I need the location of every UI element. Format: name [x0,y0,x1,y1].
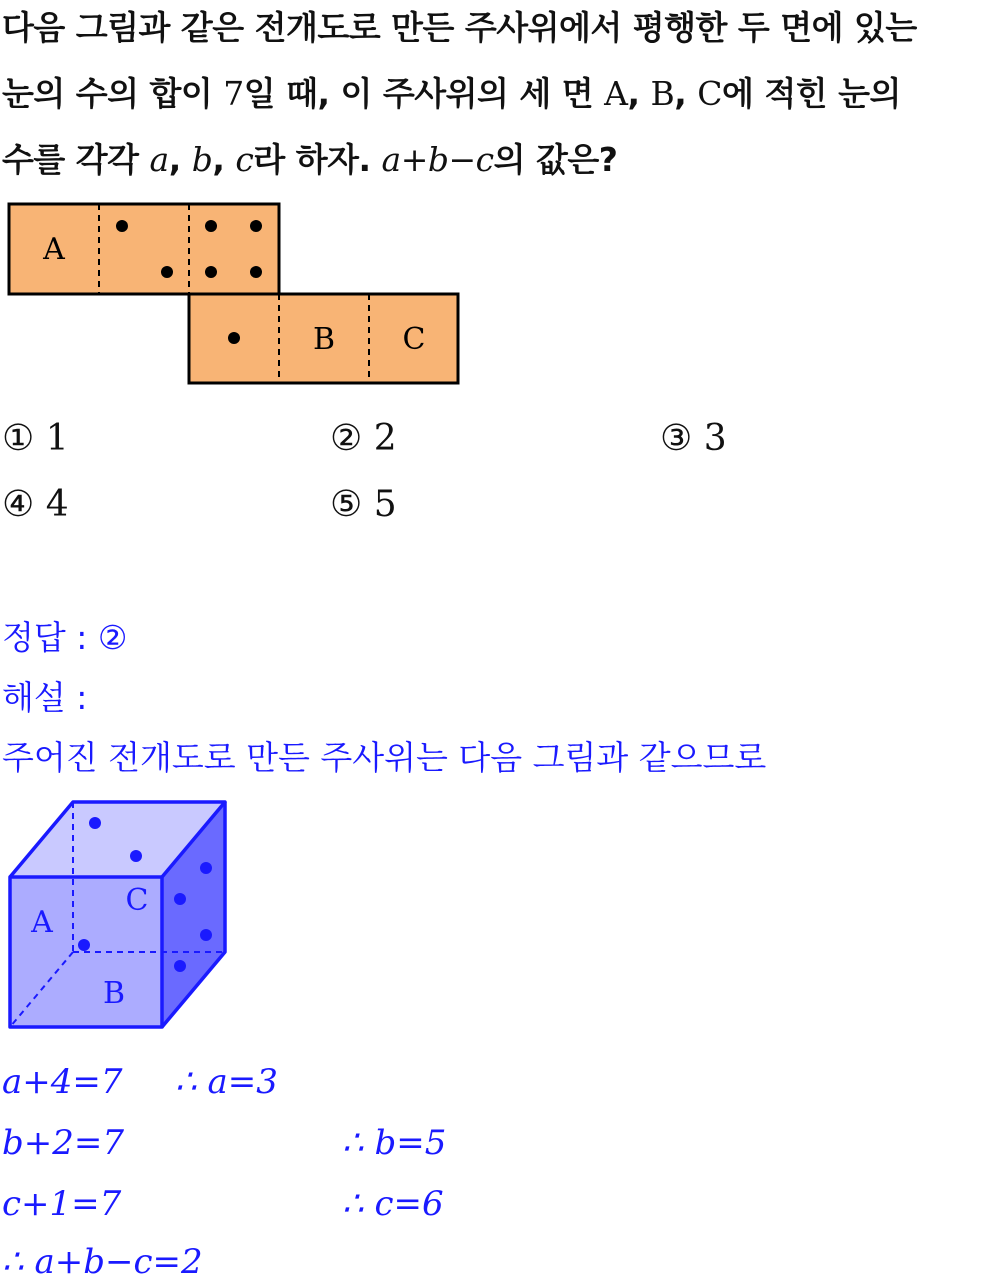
equation-c [2,1184,121,1224]
choice-marker: ③ [660,418,693,459]
pip [161,266,173,278]
question-text: 에 적힌 눈의 [722,74,901,113]
pip [116,220,128,232]
final-expression: ∴ a+b−c=2 [2,1242,203,1282]
question-text: 수를 각각 [2,140,150,179]
pip [78,939,90,951]
choice-5[interactable] [330,484,397,525]
net-label-B: B [312,322,336,357]
equation-b [2,1123,124,1163]
cube-figure [0,792,240,1037]
expression: a+b−c [381,140,494,179]
pip [205,220,217,232]
pip [174,893,186,905]
choice-marker: ⑤ [330,484,363,525]
choice-value: 1 [45,418,69,459]
pip [200,862,212,874]
question-line-3: 수를 각각 a, b, c라 하자. a+b−c의 값은? [2,140,618,179]
equation-right: ∴ c=6 [342,1184,444,1224]
equation-left: c+1=7 [2,1184,122,1224]
pip [89,817,101,829]
var-a: a [149,140,169,179]
dice-net-figure [0,195,470,390]
net-label-A: A [43,232,65,267]
choice-marker: ④ [2,484,35,525]
pip [130,850,142,862]
explanation-label: 해설 : [2,678,88,717]
choice-2[interactable] [330,418,397,459]
equation-a [2,1062,123,1102]
pip [250,220,262,232]
answer-label: 정답 : ② [2,618,128,657]
var-b: b [191,140,213,179]
net-label-C: C [402,322,426,357]
pip [174,960,186,972]
choice-value: 2 [373,418,397,459]
question-line-2: 눈의 수의 합이 7일 때, 이 주사위의 세 면 A, B, C에 적힌 눈의 [2,74,901,113]
face-label-A: A [604,74,628,113]
pip [200,929,212,941]
question-text: 라 하자. [253,140,382,179]
pip [228,332,240,344]
choice-marker: ② [330,418,363,459]
face-label-C: C [697,74,723,113]
question-text: 의 값은? [493,140,618,179]
cube-label-A: A [31,905,53,940]
choice-value: 5 [373,484,397,525]
choice-4[interactable] [2,484,69,525]
pip [205,266,217,278]
choice-value: 3 [703,418,727,459]
cube-label-C: C [125,883,149,918]
sum-number: 7 [223,74,244,113]
choice-3[interactable] [660,418,727,459]
result-c [342,1184,444,1224]
face-label-B: B [650,74,675,113]
equation-left: b+2=7 [2,1123,125,1163]
question-line-1: 다음 그림과 같은 전개도로 만든 주사위에서 평행한 두 면에 있는 [2,8,917,47]
explanation-text: 주어진 전개도로 만든 주사위는 다음 그림과 같으므로 [2,738,767,777]
equation-right: ∴ b=5 [342,1123,447,1163]
cube-label-B: B [102,976,126,1011]
choice-1[interactable] [2,418,69,459]
equation-right: ∴ a=3 [175,1062,278,1102]
choice-marker: ① [2,418,35,459]
choice-value: 4 [45,484,69,525]
question-text: 일 때, 이 주사위의 세 면 [243,74,605,113]
final-result [2,1242,203,1282]
question-text: 눈의 수의 합이 [2,74,224,113]
net-faces [9,204,458,383]
result-b [342,1123,446,1163]
pip [250,266,262,278]
result-a [175,1062,278,1102]
var-c: c [235,140,254,179]
equation-left: a+4=7 [2,1062,123,1102]
